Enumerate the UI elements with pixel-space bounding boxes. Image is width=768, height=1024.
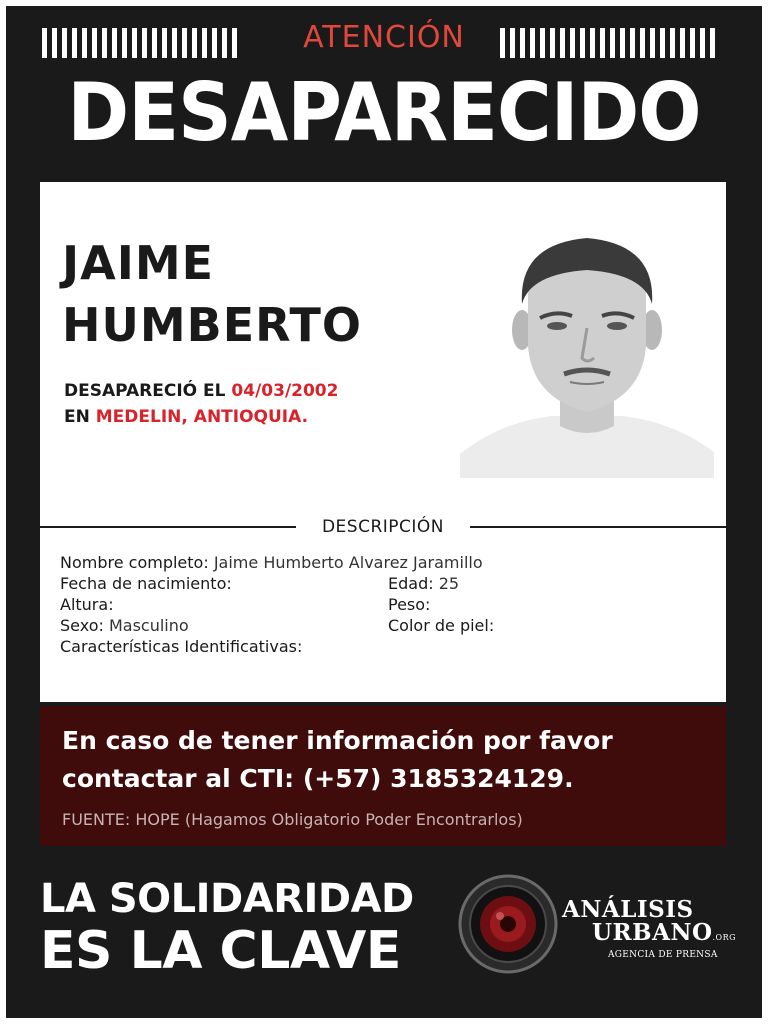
missing-date: 04/03/2002 [231, 381, 339, 401]
contact-line2: contactar al CTI: (+57) 3185324129. [62, 764, 574, 793]
full-name-row [60, 552, 720, 573]
poster-headline: DESAPARECIDO [67, 66, 701, 159]
description-title: DESCRIPCIÓN [321, 517, 445, 537]
description-details [60, 552, 720, 657]
missing-prefix: DESAPARECIÓ EL [64, 381, 226, 401]
birth-date-label: Fecha de nacimiento: [60, 574, 232, 593]
analisis-urbano-logo [562, 896, 737, 961]
slogan [40, 876, 414, 980]
features-row [60, 636, 720, 657]
sex-skin-row [60, 615, 720, 636]
contact-box [40, 706, 726, 846]
description-divider [40, 517, 726, 537]
skin-color-label: Color de piel: [388, 616, 495, 635]
location-prefix: EN [64, 407, 90, 427]
brand-word2: URBANO [592, 919, 713, 946]
sex-value: Masculino [108, 616, 189, 635]
height-weight-row [60, 594, 720, 615]
sex-label: Sexo: [60, 616, 104, 635]
person-photo [460, 226, 714, 478]
contact-message [62, 722, 712, 798]
source-credit: FUENTE: HOPE (Hagamos Obligatorio Poder Encontrarlos) [62, 810, 523, 829]
height-label: Altura: [60, 595, 114, 614]
full-name-label: Nombre completo: [60, 553, 209, 572]
age-label: Edad: [388, 574, 434, 593]
full-name-value: Jaime Humberto Alvarez Jaramillo [213, 553, 483, 572]
features-label: Características Identificativas: [60, 637, 303, 656]
person-card [40, 182, 726, 702]
camera-lens-icon [458, 874, 558, 974]
missing-info [64, 378, 338, 430]
decorative-stripes-right [500, 28, 715, 58]
brand-tld: .ORG [712, 933, 737, 942]
slogan-line2: ES LA CLAVE [40, 921, 401, 981]
decorative-stripes-left [42, 28, 237, 58]
person-name [62, 232, 362, 356]
age-value: 25 [438, 574, 460, 593]
brand-word1: ANÁLISIS [562, 896, 694, 923]
missing-person-poster [6, 6, 762, 1018]
brand-tagline: AGENCIA DE PRENSA [608, 950, 718, 960]
missing-location: MEDELIN, ANTIOQUIA. [95, 407, 309, 427]
person-name-line1: JAIME [62, 236, 215, 290]
birth-age-row [60, 573, 720, 594]
attention-label: ATENCIÓN [303, 20, 465, 55]
slogan-line1: LA SOLIDARIDAD [40, 876, 414, 922]
person-name-line2: HUMBERTO [62, 298, 362, 352]
contact-line1: En caso de tener información por favor [62, 726, 613, 755]
weight-label: Peso: [388, 595, 431, 614]
